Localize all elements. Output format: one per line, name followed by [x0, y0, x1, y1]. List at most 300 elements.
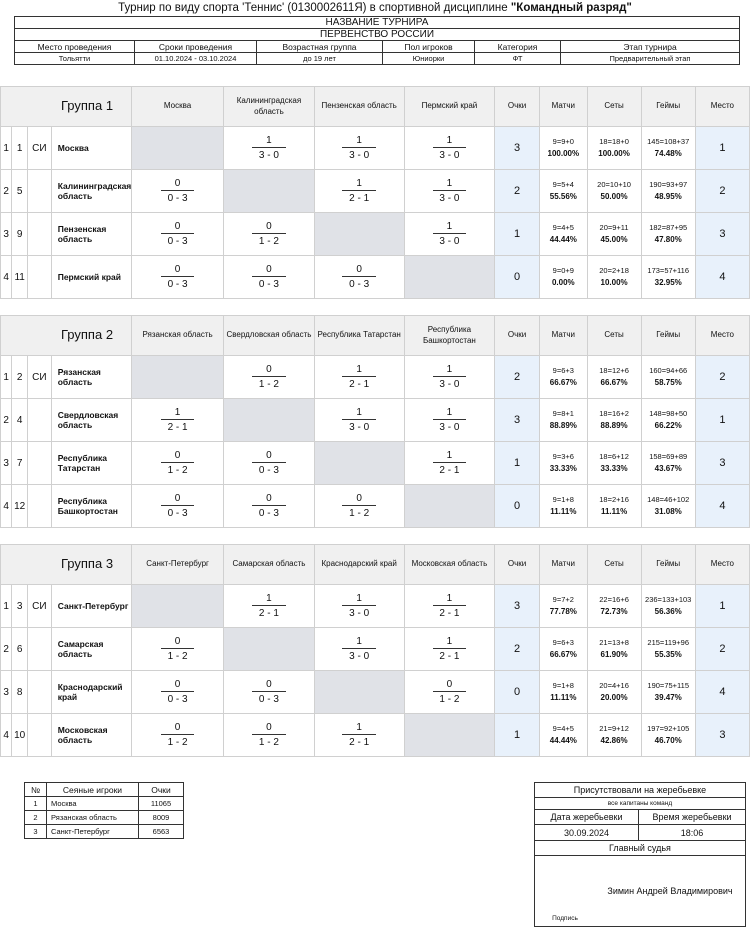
result-score: 0 - 3 — [167, 508, 188, 519]
games-value — [641, 714, 695, 757]
sets-value — [587, 127, 641, 170]
self-cell — [314, 442, 404, 485]
self-cell — [314, 213, 404, 256]
games-percent: 43.67% — [654, 463, 682, 473]
sets-value — [587, 714, 641, 757]
team-name: Свердловская область — [51, 399, 131, 442]
result-fraction — [433, 221, 467, 247]
seed-team-header: Сеяные игроки — [47, 783, 139, 797]
result-fraction — [161, 407, 195, 433]
group-name: Группа 1 — [1, 87, 132, 127]
age-group-value: до 19 лет — [257, 53, 383, 65]
result-cell — [224, 256, 314, 299]
points-value: 2 — [495, 628, 540, 671]
result-win: 1 — [161, 407, 195, 420]
result-score: 0 - 3 — [258, 279, 279, 290]
team-name: Республика Татарстан — [51, 442, 131, 485]
games-value — [641, 356, 695, 399]
row-position: 2 — [1, 399, 12, 442]
opponent-header: Пермский край — [404, 87, 494, 127]
result-fraction — [342, 407, 376, 433]
self-cell — [404, 714, 494, 757]
result-score: 3 - 0 — [349, 608, 370, 619]
result-score: 3 - 0 — [258, 150, 279, 161]
points-value: 3 — [495, 399, 540, 442]
team-name: Краснодарский край — [51, 671, 131, 714]
result-score: 3 - 0 — [439, 193, 460, 204]
result-score: 3 - 0 — [349, 422, 370, 433]
self-cell — [404, 485, 494, 528]
games-count: 215=119+96 — [647, 638, 689, 648]
matches-count: 9=3+6 — [552, 452, 574, 462]
result-fraction — [161, 679, 195, 705]
row-position: 2 — [1, 628, 12, 671]
matches-value — [540, 356, 587, 399]
sets-count: 22=16+6 — [599, 595, 629, 605]
group-2-table — [0, 315, 750, 528]
games-header: Геймы — [641, 545, 695, 585]
gender-value: Юниорки — [383, 53, 475, 65]
chief-judge-name: Зимин Андрей Владимирович — [607, 886, 733, 896]
result-win: 1 — [433, 178, 467, 191]
sets-count: 18=2+16 — [599, 495, 629, 505]
points-value: 3 — [495, 127, 540, 170]
sets-value — [587, 170, 641, 213]
opponent-header: Москва — [131, 87, 223, 127]
result-score: 1 - 2 — [167, 651, 188, 662]
matches-value — [540, 628, 587, 671]
result-fraction — [252, 593, 286, 619]
games-count: 197=92+105 — [647, 724, 690, 734]
sets-count: 20=4+16 — [599, 681, 629, 691]
sets-count: 18=12+6 — [599, 366, 629, 376]
games-count: 190=75+115 — [647, 681, 689, 691]
row-tag — [28, 485, 52, 528]
row-tag — [28, 170, 52, 213]
result-fraction — [252, 135, 286, 161]
team-name: Санкт-Петербург — [51, 585, 131, 628]
sets-header: Сеты — [587, 87, 641, 127]
team-name: Пензенская область — [51, 213, 131, 256]
team-name: Московская область — [51, 714, 131, 757]
games-percent: 31.08% — [654, 506, 682, 516]
result-win: 1 — [433, 636, 467, 649]
sets-value — [587, 585, 641, 628]
table-row — [1, 628, 750, 671]
row-tag — [28, 442, 52, 485]
result-win: 0 — [161, 450, 195, 463]
row-seed: 3 — [12, 585, 28, 628]
place-value: 4 — [695, 671, 749, 714]
place-value: 3 — [695, 714, 749, 757]
gender-label: Пол игроков — [383, 41, 475, 53]
result-win: 0 — [342, 264, 376, 277]
matches-value — [540, 442, 587, 485]
games-percent: 47.80% — [654, 234, 682, 244]
place-header: Место — [695, 545, 749, 585]
sets-count: 20=2+18 — [599, 266, 629, 276]
games-count: 148=98+50 — [649, 409, 688, 419]
matches-value — [540, 714, 587, 757]
matches-percent: 0.00% — [551, 277, 575, 287]
tournament-name-label: НАЗВАНИЕ ТУРНИРА — [15, 17, 740, 29]
matches-value — [540, 170, 587, 213]
tournament-name: ПЕРВЕНСТВО РОССИИ — [15, 29, 740, 41]
dates-value: 01.10.2024 - 03.10.2024 — [135, 53, 257, 65]
result-cell — [314, 628, 404, 671]
chief-judge-label: Главный судья — [535, 841, 746, 856]
sets-percent: 66.67% — [600, 377, 628, 387]
venue-value: Тольятти — [15, 53, 135, 65]
category-label: Категория — [475, 41, 561, 53]
matches-percent: 33.33% — [549, 463, 577, 473]
games-value — [641, 671, 695, 714]
result-fraction — [433, 178, 467, 204]
result-fraction — [342, 493, 376, 519]
sets-percent: 42.86% — [600, 735, 628, 745]
result-cell — [404, 585, 494, 628]
result-cell — [314, 485, 404, 528]
games-count: 236=133+103 — [645, 595, 692, 605]
matches-percent: 66.67% — [549, 377, 577, 387]
present-label: Присутствовали на жеребьевке — [535, 783, 746, 798]
matches-value — [540, 127, 587, 170]
row-tag — [28, 714, 52, 757]
result-fraction — [252, 364, 286, 390]
result-win: 1 — [433, 221, 467, 234]
team-name: Рязанская область — [51, 356, 131, 399]
result-cell — [404, 628, 494, 671]
seed-number-header: № — [25, 783, 47, 797]
result-fraction — [161, 722, 195, 748]
result-score: 3 - 0 — [349, 651, 370, 662]
draw-date-value: 30.09.2024 — [535, 825, 639, 841]
row-seed: 12 — [12, 485, 28, 528]
result-win: 0 — [161, 722, 195, 735]
games-count: 145=108+37 — [647, 137, 690, 147]
result-cell — [404, 127, 494, 170]
result-score: 1 - 2 — [439, 694, 460, 705]
result-score: 0 - 3 — [258, 508, 279, 519]
row-seed: 5 — [12, 170, 28, 213]
result-fraction — [161, 264, 195, 290]
present-value: все капитаны команд — [535, 798, 746, 810]
result-cell — [314, 256, 404, 299]
matches-value — [540, 485, 587, 528]
games-count: 190=93+97 — [649, 180, 688, 190]
result-score: 1 - 2 — [258, 737, 279, 748]
result-score: 2 - 1 — [349, 737, 370, 748]
sets-value — [587, 485, 641, 528]
result-fraction — [252, 493, 286, 519]
result-fraction — [433, 364, 467, 390]
result-cell — [131, 399, 223, 442]
result-cell — [224, 213, 314, 256]
games-value — [641, 256, 695, 299]
place-value: 4 — [695, 485, 749, 528]
games-count: 173=57+116 — [647, 266, 689, 276]
sets-value — [587, 442, 641, 485]
matches-percent: 55.56% — [549, 191, 577, 201]
self-cell — [404, 256, 494, 299]
games-value — [641, 628, 695, 671]
result-cell — [224, 714, 314, 757]
group-name: Группа 2 — [1, 316, 132, 356]
seed-points-header: Очки — [139, 783, 184, 797]
sets-percent: 11.11% — [600, 506, 628, 516]
result-score: 0 - 3 — [167, 236, 188, 247]
matches-value — [540, 585, 587, 628]
place-value: 1 — [695, 585, 749, 628]
table-row — [1, 671, 750, 714]
row-seed: 2 — [12, 356, 28, 399]
draw-date-label: Дата жеребьевки — [535, 810, 639, 825]
games-percent: 48.95% — [654, 191, 682, 201]
table-row: 1 Москва 11065 — [25, 797, 184, 811]
points-value: 1 — [495, 714, 540, 757]
result-score: 2 - 1 — [439, 608, 460, 619]
matches-count: 9=1+8 — [552, 495, 574, 505]
result-fraction — [342, 364, 376, 390]
matches-value — [540, 399, 587, 442]
place-value: 3 — [695, 213, 749, 256]
sets-percent: 33.33% — [600, 463, 628, 473]
matches-percent: 88.89% — [549, 420, 577, 430]
sets-count: 20=9+11 — [599, 223, 629, 233]
result-cell — [224, 485, 314, 528]
result-win: 0 — [161, 264, 195, 277]
team-name: Самарская область — [51, 628, 131, 671]
draw-info-table — [534, 782, 746, 927]
points-header: Очки — [495, 316, 540, 356]
result-fraction — [252, 722, 286, 748]
matches-count: 9=7+2 — [552, 595, 574, 605]
row-tag — [28, 399, 52, 442]
place-value: 2 — [695, 628, 749, 671]
sets-count: 18=16+2 — [599, 409, 629, 419]
draw-time-value: 18:06 — [639, 825, 746, 841]
place-value: 1 — [695, 127, 749, 170]
result-win: 0 — [161, 493, 195, 506]
result-cell — [224, 585, 314, 628]
opponent-header: Республика Татарстан — [314, 316, 404, 356]
matches-count: 9=8+1 — [552, 409, 574, 419]
opponent-header: Свердловская область — [224, 316, 314, 356]
result-win: 0 — [161, 221, 195, 234]
place-value: 4 — [695, 256, 749, 299]
sets-count: 18=6+12 — [599, 452, 629, 462]
row-position: 1 — [1, 585, 12, 628]
result-score: 0 - 3 — [167, 193, 188, 204]
result-win: 0 — [161, 679, 195, 692]
row-tag: СИ — [28, 585, 52, 628]
games-value — [641, 127, 695, 170]
table-row: 2 Рязанская область 8009 — [25, 811, 184, 825]
result-win: 1 — [342, 178, 376, 191]
games-percent: 56.36% — [654, 606, 682, 616]
result-score: 0 - 3 — [349, 279, 370, 290]
sets-percent: 72.73% — [600, 606, 628, 616]
matches-count: 9=4+5 — [552, 223, 574, 233]
games-count: 148=46+102 — [647, 495, 690, 505]
row-seed: 6 — [12, 628, 28, 671]
result-win: 1 — [342, 636, 376, 649]
games-count: 158=69+89 — [649, 452, 688, 462]
sets-value — [587, 399, 641, 442]
row-position: 4 — [1, 256, 12, 299]
sets-percent: 20.00% — [600, 692, 628, 702]
opponent-header: Краснодарский край — [314, 545, 404, 585]
games-count: 182=87+95 — [649, 223, 688, 233]
row-position: 1 — [1, 127, 12, 170]
result-fraction — [342, 722, 376, 748]
row-position: 4 — [1, 714, 12, 757]
self-cell — [224, 170, 314, 213]
sets-count: 21=9+12 — [599, 724, 629, 734]
sets-percent: 88.89% — [600, 420, 628, 430]
result-score: 3 - 0 — [439, 379, 460, 390]
result-fraction — [252, 679, 286, 705]
table-row — [1, 442, 750, 485]
result-cell — [131, 213, 223, 256]
row-tag — [28, 671, 52, 714]
dates-label: Сроки проведения — [135, 41, 257, 53]
category-value: ФТ — [475, 53, 561, 65]
place-value: 2 — [695, 170, 749, 213]
games-value — [641, 170, 695, 213]
games-value — [641, 213, 695, 256]
sets-value — [587, 671, 641, 714]
table-row: 3 Санкт-Петербург 6563 — [25, 825, 184, 839]
result-win: 1 — [342, 135, 376, 148]
result-fraction — [161, 450, 195, 476]
result-win: 0 — [252, 679, 286, 692]
result-win: 0 — [252, 493, 286, 506]
matches-count: 9=6+3 — [552, 638, 574, 648]
result-fraction — [433, 450, 467, 476]
result-cell — [131, 714, 223, 757]
row-tag — [28, 628, 52, 671]
points-value: 0 — [495, 671, 540, 714]
result-cell — [404, 213, 494, 256]
result-cell — [131, 628, 223, 671]
row-seed: 10 — [12, 714, 28, 757]
matches-value — [540, 213, 587, 256]
self-cell — [131, 585, 223, 628]
result-win: 0 — [252, 364, 286, 377]
points-value: 0 — [495, 485, 540, 528]
group-3-table — [0, 544, 750, 757]
result-score: 2 - 1 — [439, 465, 460, 476]
sets-value — [587, 628, 641, 671]
table-row — [1, 213, 750, 256]
result-cell — [224, 127, 314, 170]
result-win: 0 — [252, 722, 286, 735]
table-row — [1, 170, 750, 213]
table-row — [1, 585, 750, 628]
row-seed: 9 — [12, 213, 28, 256]
matches-percent: 44.44% — [549, 234, 577, 244]
matches-percent: 44.44% — [549, 735, 577, 745]
place-header: Место — [695, 316, 749, 356]
row-position: 3 — [1, 213, 12, 256]
result-win: 1 — [433, 450, 467, 463]
table-row — [1, 356, 750, 399]
matches-percent: 11.11% — [550, 692, 577, 702]
place-value: 2 — [695, 356, 749, 399]
result-score: 3 - 0 — [439, 422, 460, 433]
row-position: 3 — [1, 442, 12, 485]
result-cell — [131, 256, 223, 299]
points-value: 0 — [495, 256, 540, 299]
self-cell — [224, 628, 314, 671]
result-win: 1 — [433, 364, 467, 377]
matches-count: 9=5+4 — [552, 180, 574, 190]
result-score: 1 - 2 — [349, 508, 370, 519]
tournament-info-table — [14, 16, 740, 65]
games-percent: 39.47% — [654, 692, 682, 702]
matches-count: 9=4+5 — [552, 724, 574, 734]
games-value — [641, 485, 695, 528]
points-value: 2 — [495, 356, 540, 399]
matches-header: Матчи — [540, 87, 587, 127]
result-win: 1 — [252, 593, 286, 606]
result-score: 0 - 3 — [167, 694, 188, 705]
table-row — [1, 256, 750, 299]
result-win: 1 — [342, 593, 376, 606]
games-header: Геймы — [641, 316, 695, 356]
result-fraction — [252, 450, 286, 476]
result-fraction — [342, 636, 376, 662]
games-percent: 46.70% — [654, 735, 682, 745]
sets-value — [587, 213, 641, 256]
games-header: Геймы — [641, 87, 695, 127]
result-fraction — [252, 264, 286, 290]
games-value — [641, 399, 695, 442]
result-cell — [314, 714, 404, 757]
result-cell — [131, 442, 223, 485]
draw-time-label: Время жеребьевки — [639, 810, 746, 825]
points-header: Очки — [495, 545, 540, 585]
sets-value — [587, 356, 641, 399]
result-cell — [314, 585, 404, 628]
matches-count: 9=1+8 — [552, 681, 574, 691]
result-fraction — [161, 493, 195, 519]
games-percent: 32.95% — [654, 277, 682, 287]
matches-percent: 77.78% — [549, 606, 577, 616]
result-win: 0 — [252, 450, 286, 463]
result-fraction — [433, 636, 467, 662]
row-position: 3 — [1, 671, 12, 714]
stage-value: Предварительный этап — [561, 53, 740, 65]
result-score: 2 - 1 — [439, 651, 460, 662]
opponent-header: Самарская область — [224, 545, 314, 585]
matches-percent: 100.00% — [547, 148, 580, 158]
sets-header: Сеты — [587, 316, 641, 356]
result-score: 3 - 0 — [439, 236, 460, 247]
result-win: 1 — [342, 364, 376, 377]
games-percent: 66.22% — [654, 420, 682, 430]
age-group-label: Возрастная группа — [257, 41, 383, 53]
result-score: 2 - 1 — [349, 379, 370, 390]
place-value: 3 — [695, 442, 749, 485]
row-position: 2 — [1, 170, 12, 213]
row-seed: 7 — [12, 442, 28, 485]
table-row — [1, 399, 750, 442]
points-header: Очки — [495, 87, 540, 127]
group-name: Группа 3 — [1, 545, 132, 585]
result-fraction — [342, 264, 376, 290]
